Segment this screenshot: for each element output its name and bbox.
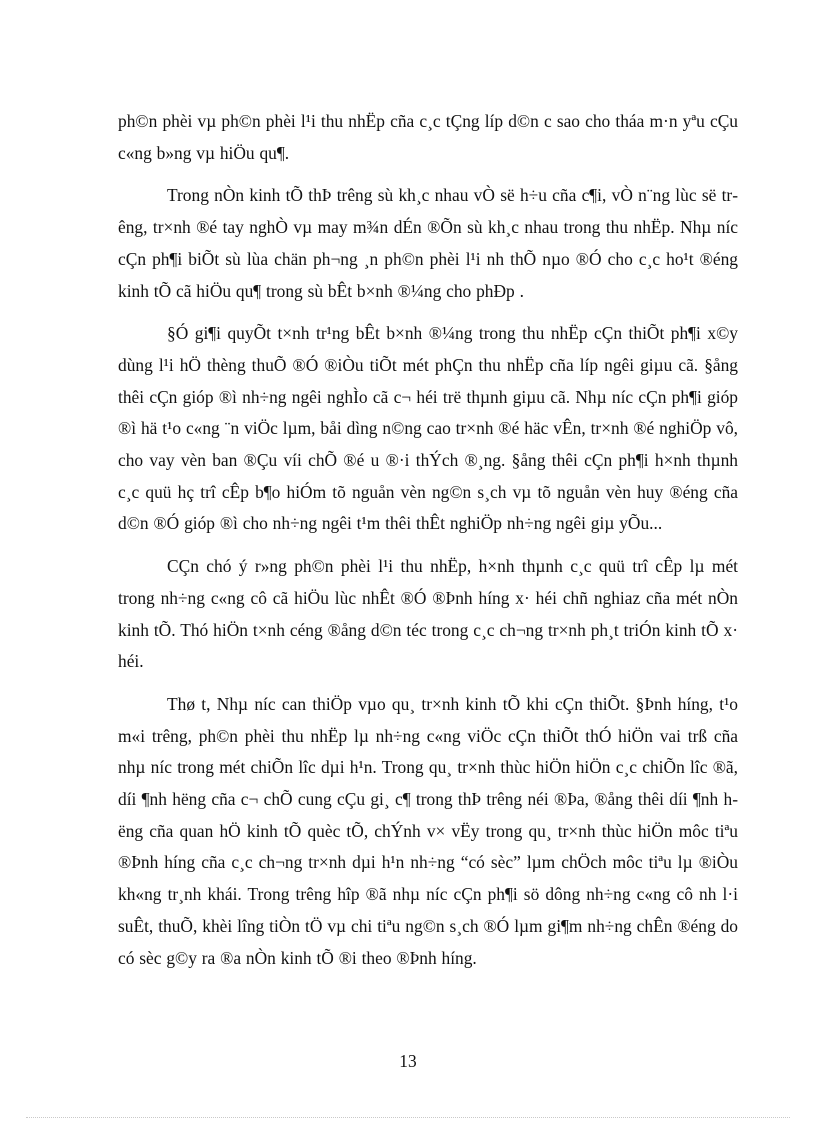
paragraph-2: Trong nÒn kinh tÕ thÞ trêng sù kh¸c nhau vÒ së h÷u cña c¶i, vÒ n¨ng lùc së trêng, tr×nh ®é tay nghÒ vµ may m¾n dÉn ®Õn sù kh¸c nhau trong thu nhËp. Nhµ níc cÇn ph¶i biÕt sù lùa chän ph¬ng ¸n ph©n phèi l¹i nh thÕ nµo ®Ó cho c¸c ho¹t ®éng kinh tÕ cã hiÖu qu¶ trong sù bÊt b×nh ®¼ng cho phÐp . <box>118 185 738 301</box>
paragraph-3: §Ó gi¶i quyÕt t×nh tr¹ng bÊt b×nh ®¼ng trong thu nhËp cÇn thiÕt ph¶i x©y dùng l¹i hÖ thèng thuÕ ®Ó ®iÒu tiÕt mét phÇn thu nhËp cña líp ngêi giµu cã. §ång thêi cÇn gióp ®ì nh÷ng ngêi nghÌo cã c¬ héi trë thµnh giµu cã. Nhµ níc cÇn ph¶i gióp ®ì hä t¹o c«ng ¨n viÖc lµm, båi dìng n©ng cao tr×nh ®é häc vÊn, tr×nh ®é nghiÖp vô, cho vay vèn ban ®Çu víi chÕ ®é u ®·i thÝch ®¸ng. §ång thêi cÇn ph¶i h×nh thµnh c¸c quü hç trî cÊp b¶o hiÓm tõ nguån vèn ng©n s¸ch vµ tõ nguån vèn huy ®éng cña d©n ®Ó gióp ®ì cho nh÷ng ngêi t¹m thêi thÊt nghiÖp nh÷ng ngêi giµ yÕu... <box>118 323 738 534</box>
body-text <box>118 106 738 985</box>
paragraph-1: ph©n phèi vµ ph©n phèi l¹i thu nhËp cña c¸c tÇng líp d©n c sao cho tháa m·n yªu cÇu c«ng b»ng vµ hiÖu qu¶. <box>118 111 738 163</box>
page-bottom-border <box>26 1117 790 1118</box>
page-number: 13 <box>399 1051 417 1071</box>
paragraph-4: CÇn chó ý r»ng ph©n phèi l¹i thu nhËp, h×nh thµnh c¸c quü trî cÊp lµ mét trong nh÷ng c«ng cô cã hiÖu lùc nhÊt ®Ó ®Þnh híng x· héi chñ nghiaz cña mét nÒn kinh tÕ. Thó hiÖn t×nh céng ®ång d©n téc trong c¸c ch¬ng tr×nh ph¸t triÓn kinh tÕ x· héi. <box>118 556 738 672</box>
paragraph-5: Thø t, Nhµ níc can thiÖp vµo qu¸ tr×nh kinh tÕ khi cÇn thiÕt. §Þnh híng, t¹o m«i trêng, ph©n phèi thu nhËp lµ nh÷ng c«ng viÖc cÇn thiÕt thÓ hiÖn vai trß cña nhµ níc trong mét chiÕn lîc dµi h¹n. Trong qu¸ tr×nh thùc hiÖn hiÖn c¸c chiÕn lîc ®ã, díi ¶nh hëng cña c¬ chÕ cung cÇu gi¸ c¶ trong thÞ trêng néi ®Þa, ®ång thêi díi ¶nh hëng cña quan hÖ kinh tÕ quèc tÕ, chÝnh v× vËy trong qu¸ tr×nh thùc hiÖn môc tiªu ®Þnh híng cña c¸c ch¬ng tr×nh dµi h¹n nh÷ng “có sèc” lµm chÖch môc tiªu lµ ®iÒu kh«ng tr¸nh khái. Trong trêng hîp ®ã nhµ níc cÇn ph¶i sö dông nh÷ng c«ng cô nh l·i suÊt, thuÕ, khèi lîng tiÒn tÖ vµ chi tiªu ng©n s¸ch ®Ó lµm gi¶m nh÷ng chÊn ®éng do có sèc g©y ra ®a nÒn kinh tÕ ®i theo ®Þnh híng. <box>118 693 738 968</box>
